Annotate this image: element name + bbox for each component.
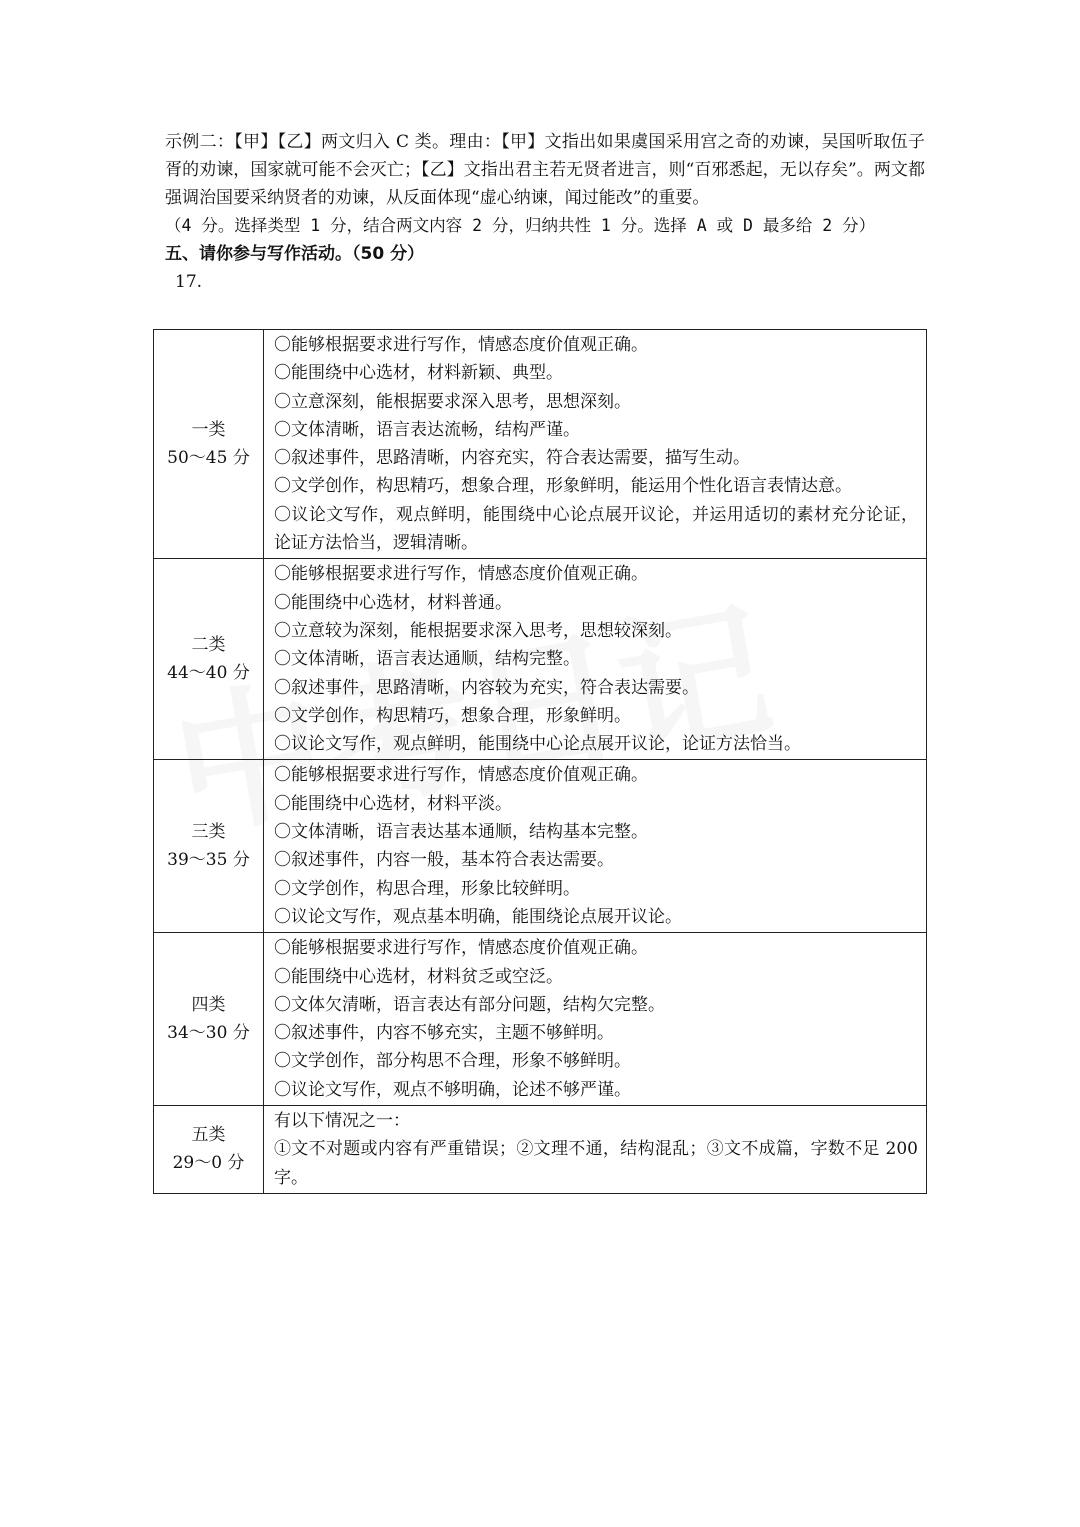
rubric-criterion: 〇文学创作，部分构思不合理，形象不够鲜明。 [274, 1051, 631, 1072]
rubric-category: 二类 [191, 635, 226, 656]
rubric-criterion: 〇能够根据要求进行写作，情感态度价值观正确。 [274, 938, 648, 959]
rubric-criterion: ①文不对题或内容有严重错误；②文理不通，结构混乱；③文不成篇，字数不足 200 字。 [274, 1139, 918, 1188]
rubric-row [154, 933, 927, 1106]
rubric-criterion: 〇能围绕中心选材，材料贫乏或空泛。 [274, 966, 563, 987]
rubric-category: 三类 [191, 822, 226, 843]
rubric-criterion: 〇能围绕中心选材，材料新颖、典型。 [274, 363, 563, 384]
rubric-score-range: 44～40 分 [167, 663, 250, 684]
rubric-criteria-cell [264, 933, 927, 1106]
rubric-criterion: 〇能围绕中心选材，材料平淡。 [274, 793, 512, 814]
rubric-category: 五类 [191, 1125, 226, 1146]
rubric-score-range: 50～45 分 [167, 448, 250, 469]
rubric-criterion: 〇能够根据要求进行写作，情感态度价值观正确。 [274, 335, 648, 355]
rubric-criterion: 〇立意深刻，能根据要求深入思考，思想深刻。 [274, 391, 631, 412]
rubric-criterion: 〇议论文写作，观点鲜明，能围绕中心论点展开议论，论证方法恰当。 [274, 734, 801, 755]
rubric-criterion: 〇文体欠清晰，语言表达有部分问题，结构欠完整。 [274, 994, 665, 1015]
rubric-criterion: 〇文体清晰，语言表达基本通顺，结构基本完整。 [274, 822, 648, 843]
section-heading: 五、请你参与写作活动。（50 分） [165, 244, 425, 264]
rubric-criterion: 〇文学创作，构思合理，形象比较鲜明。 [274, 878, 580, 899]
rubric-criterion: 〇能围绕中心选材，材料普通。 [274, 592, 512, 613]
rubric-category-cell [154, 760, 264, 933]
rubric-row [154, 1106, 927, 1194]
document-body [165, 128, 925, 296]
rubric-row [154, 559, 927, 760]
rubric-criteria-cell [264, 1106, 927, 1194]
rubric-criterion: 〇议论文写作，观点不够明确，论述不够严谨。 [274, 1079, 631, 1100]
rubric-criteria-cell [264, 330, 927, 559]
rubric-criterion: 〇文体清晰，语言表达通顺，结构完整。 [274, 649, 580, 670]
rubric-category-cell [154, 559, 264, 760]
rubric-criterion: 〇叙述事件，思路清晰，内容较为充实，符合表达需要。 [274, 677, 699, 698]
rubric-criterion: 〇叙述事件，内容不够充实，主题不够鲜明。 [274, 1023, 614, 1044]
rubric-score-range: 34～30 分 [167, 1023, 250, 1044]
rubric-score-range: 39～35 分 [167, 850, 250, 871]
rubric-criteria-cell [264, 760, 927, 933]
question-number: 17. [175, 272, 203, 292]
scoring-note: （4 分。选择类型 1 分，结合两文内容 2 分，归纳共性 1 分。选择 A 或 D 最多给 2 分） [165, 216, 876, 235]
rubric-criterion: 〇文学创作，构思精巧，想象合理，形象鲜明，能运用个性化语言表情达意。 [274, 476, 852, 497]
rubric-category: 一类 [191, 420, 226, 441]
answer-example: 示例二：【甲】【乙】两文归入 C 类。理由：【甲】文指出如果虞国采用宫之奇的劝谏，吴国听取伍子胥的劝谏，国家就可能不会灭亡；【乙】文指出君主若无贤者进言，则“百邪悉起，无以存矣”。两文都强调治国要采纳贤者的劝谏，从反面体现“虚心纳谏，闻过能改”的重要。 [165, 132, 925, 208]
rubric-criterion: 〇能够根据要求进行写作，情感态度价值观正确。 [274, 765, 648, 786]
rubric-row [154, 760, 927, 933]
rubric-criterion: 〇文体清晰，语言表达流畅，结构严谨。 [274, 419, 580, 440]
rubric-criterion: 〇叙述事件，思路清晰，内容充实，符合表达需要，描写生动。 [274, 448, 750, 469]
rubric-category-cell [154, 330, 264, 559]
rubric-criterion: 有以下情况之一： [274, 1111, 410, 1132]
rubric-category: 四类 [191, 995, 226, 1016]
rubric-category-cell [154, 1106, 264, 1194]
rubric-criteria-cell [264, 559, 927, 760]
rubric-criterion: 〇立意较为深刻，能根据要求深入思考，思想较深刻。 [274, 620, 682, 641]
rubric-criterion: 〇议论文写作，观点基本明确，能围绕论点展开议论。 [274, 906, 682, 927]
rubric-criterion: 〇叙述事件，内容一般，基本符合表达需要。 [274, 850, 614, 871]
scoring-rubric-table [153, 329, 927, 1194]
rubric-row [154, 330, 927, 559]
rubric-score-range: 29～0 分 [172, 1153, 245, 1174]
rubric-category-cell [154, 933, 264, 1106]
rubric-criterion: 〇文学创作，构思精巧，想象合理，形象鲜明。 [274, 705, 631, 726]
rubric-criterion: 〇议论文写作，观点鲜明，能围绕中心论点展开议论，并运用适切的素材充分论证，论证方法恰当，逻辑清晰。 [274, 504, 918, 554]
rubric-criterion: 〇能够根据要求进行写作，情感态度价值观正确。 [274, 564, 648, 585]
